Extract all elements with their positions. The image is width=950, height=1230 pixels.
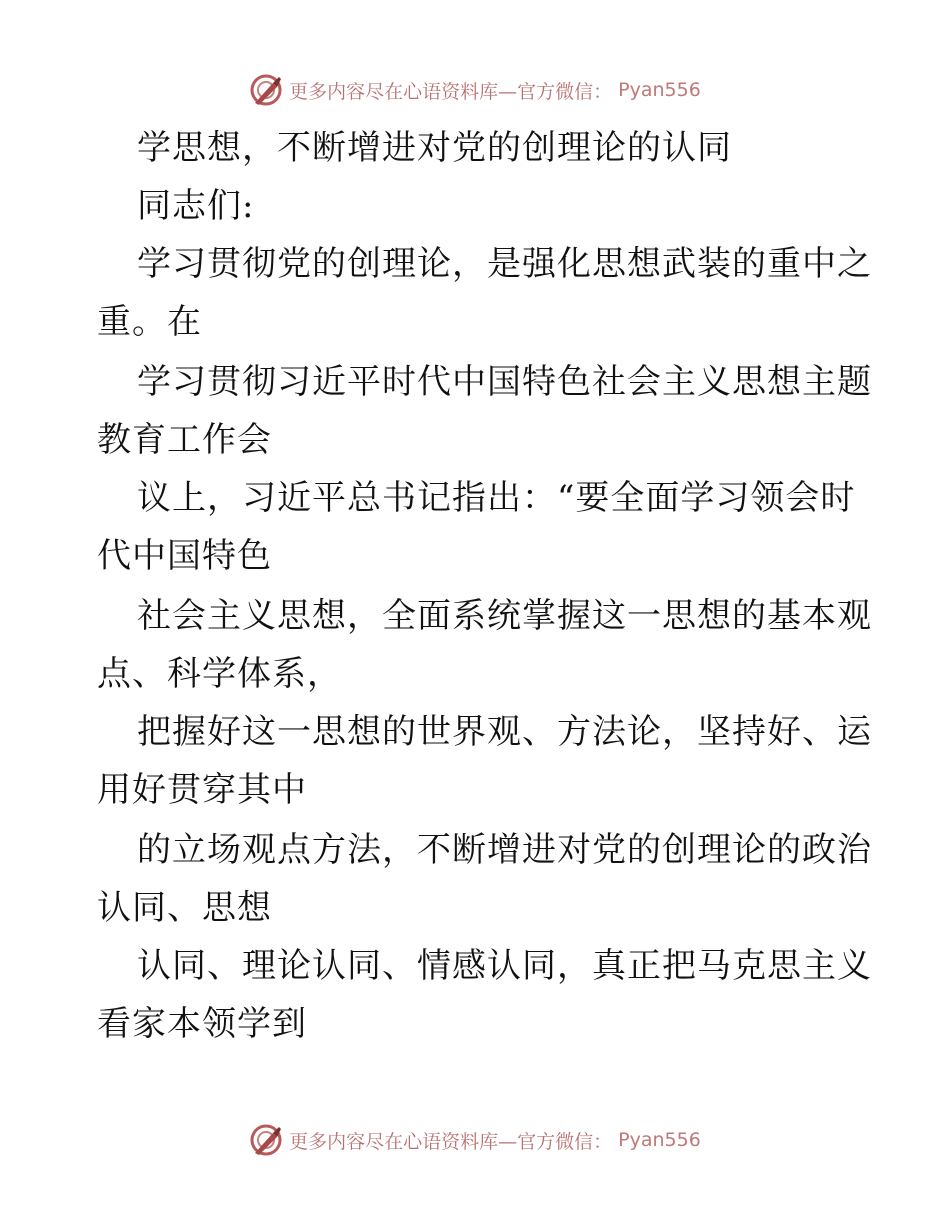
text-line: 重。在	[97, 302, 202, 342]
text-line: 学习贯彻习近平时代中国特色社会主义思想主题	[137, 362, 872, 402]
pen-logo-icon	[249, 73, 283, 107]
text-line: 点、科学体系，	[97, 654, 342, 694]
text-line: 的立场观点方法，不断增进对党的创理论的政治	[137, 830, 872, 870]
text-line: 学思想，不断增进对党的创理论的认同	[137, 128, 732, 168]
watermark-id: Pyan556	[618, 1129, 701, 1151]
text-line: 议上，习近平总书记指出：“要全面学习领会时	[137, 478, 856, 518]
text-line: 社会主义思想，全面系统掌握这一思想的基本观	[137, 596, 872, 636]
watermark-text: 更多内容尽在心语资料库—官方微信：	[289, 1130, 613, 1153]
header-watermark	[0, 70, 950, 110]
text-line: 代中国特色	[97, 536, 272, 576]
text-line: 学习贯彻党的创理论，是强化思想武装的重中之	[137, 244, 872, 284]
text-line: 用好贯穿其中	[97, 770, 307, 810]
watermark-text: 更多内容尽在心语资料库—官方微信：	[289, 80, 613, 103]
text-line: 认同、思想	[97, 888, 272, 928]
text-line: 认同、理论认同、情感认同，真正把马克思主义	[137, 946, 872, 986]
footer-watermark	[0, 1120, 950, 1160]
watermark-id: Pyan556	[618, 79, 701, 101]
text-line: 把握好这一思想的世界观、方法论，坚持好、运	[137, 712, 872, 752]
pen-logo-icon	[249, 1123, 283, 1157]
text-line: 同志们:	[137, 186, 255, 226]
text-line: 看家本领学到	[97, 1004, 307, 1044]
text-line: 教育工作会	[97, 420, 272, 460]
